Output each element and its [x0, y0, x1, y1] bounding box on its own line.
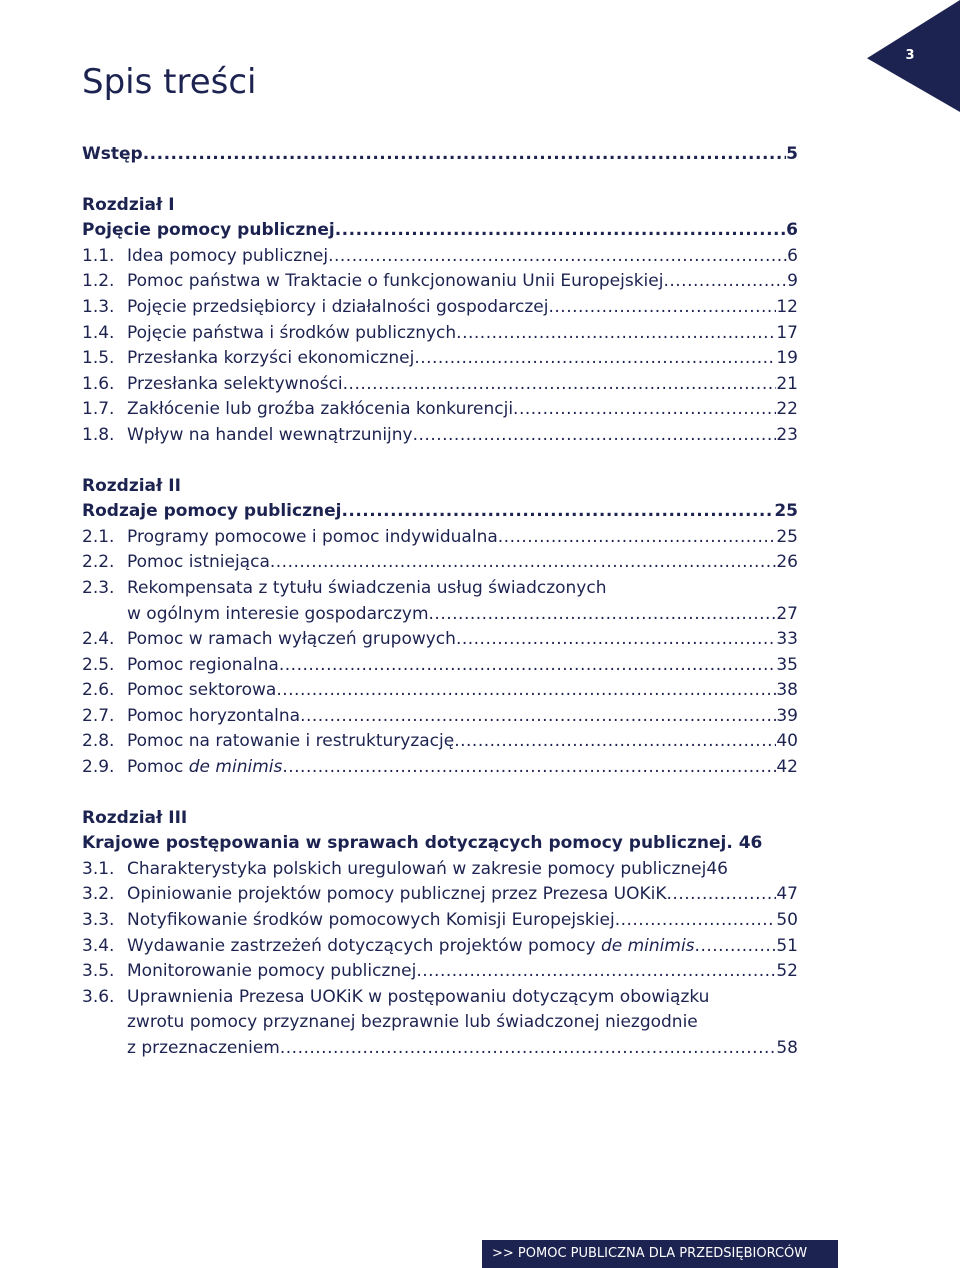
footer-banner: >> POMOC PUBLICZNA DLA PRZEDSIĘBIORCÓW: [482, 1240, 838, 1268]
toc-entry-text-part: Pomoc: [127, 757, 189, 778]
toc-entry-text: Notyfikowanie środków pomocowych Komisji Europejskiej: [127, 910, 615, 931]
toc-entry-number: 2.3.: [82, 577, 115, 598]
toc-leader-dots: [456, 627, 776, 653]
toc-leader-dots: [276, 678, 776, 704]
toc-entry-page: 35: [776, 654, 798, 675]
toc-entry-number: 1.5.: [82, 348, 115, 369]
toc-leader-dots: [300, 704, 776, 730]
toc-entry-continuation[interactable]: [82, 1036, 798, 1062]
toc-entry-text: Krajowe postępowania w sprawach dotyczących pomocy publicznej: [82, 833, 727, 854]
toc-entry[interactable]: [82, 576, 798, 602]
toc-entry-text: Rodzaje pomocy publicznej: [82, 501, 342, 522]
toc-entry[interactable]: [82, 653, 798, 679]
toc-leader-dots: [414, 346, 776, 372]
toc-entry-page: 21: [776, 373, 798, 394]
toc-entry[interactable]: [82, 985, 798, 1011]
toc-entry-number: 1.4.: [82, 322, 115, 343]
toc-entry-number: 1.1.: [82, 245, 115, 266]
chapter-2-title[interactable]: [82, 499, 798, 525]
toc-entry-text: Charakterystyka polskich uregulowań w zakresie pomocy publicznej: [127, 858, 707, 879]
toc-entry-page: 17: [776, 322, 798, 343]
toc-entry-number: 2.9.: [82, 757, 115, 778]
toc-entry-number: 2.7.: [82, 705, 115, 726]
toc-entry[interactable]: [82, 704, 798, 730]
toc-entry-page: 39: [776, 705, 798, 726]
toc-entry-number: 3.3.: [82, 910, 115, 931]
toc-entry-text: Idea pomocy publicznej: [127, 245, 329, 266]
toc-entry-text: Pomoc na ratowanie i restrukturyzację: [127, 731, 455, 752]
toc-entry-page: 22: [776, 399, 798, 420]
toc-entry-number: 3.1.: [82, 858, 115, 879]
page-number: 3: [905, 48, 915, 63]
toc-entry[interactable]: [82, 269, 798, 295]
toc-entry[interactable]: [82, 627, 798, 653]
toc-entry-number: 2.4.: [82, 629, 115, 650]
toc-entry-page: 40: [776, 731, 798, 752]
toc-entry-page: 25: [776, 526, 798, 547]
toc-entry-text: Pojęcie przedsiębiorcy i działalności gospodarczej: [127, 296, 549, 317]
toc-entry-number: 2.2.: [82, 552, 115, 573]
toc-leader-dots: [270, 550, 776, 576]
toc-entry-text: [127, 934, 695, 960]
toc-entry[interactable]: [82, 755, 798, 781]
toc-entry-number: 2.8.: [82, 731, 115, 752]
toc-entry-page: 58: [776, 1038, 798, 1058]
toc-entry-number: 1.7.: [82, 399, 115, 420]
toc-leader-dots: [695, 934, 777, 960]
toc-entry-number: 1.3.: [82, 296, 115, 317]
toc-entry-page: 23: [776, 424, 798, 445]
toc-entry-number: 3.4.: [82, 935, 115, 956]
toc-entry-number: 2.6.: [82, 680, 115, 701]
toc-entry-text: Zakłócenie lub groźba zakłócenia konkurencji: [127, 399, 514, 420]
chapter-1-label: Rozdział I: [82, 194, 175, 215]
toc-entry[interactable]: [82, 857, 798, 883]
toc-entry-text: Monitorowanie pomocy publicznej: [127, 961, 417, 982]
toc-leader-dots: [328, 244, 787, 270]
toc-entry-page: 12: [776, 296, 798, 317]
toc-entry-page: 33: [776, 629, 798, 650]
toc-entry-text: Programy pomocowe i pomoc indywidualna: [127, 526, 498, 547]
toc-entry-page: 47: [776, 884, 798, 905]
toc-entry-text: Uprawnienia Prezesa UOKiK w postępowaniu dotyczącym obowiązku: [127, 986, 710, 1007]
toc-entry-page: 38: [776, 680, 798, 701]
toc-entry-page: 50: [776, 910, 798, 931]
toc-entry-text: Opiniowanie projektów pomocy publicznej przez Prezesa UOKiK: [127, 884, 667, 905]
toc-leader-dots: [335, 218, 786, 244]
toc-entry-page: 9: [787, 271, 798, 292]
toc-entry-text: Pomoc państwa w Traktacie o funkcjonowaniu Unii Europejskiej: [127, 271, 664, 292]
toc-entry[interactable]: [82, 882, 798, 908]
chapter-3-label: Rozdział III: [82, 807, 188, 828]
toc-entry-text: Pojęcie pomocy publicznej: [82, 220, 335, 241]
toc-leader-dots: [456, 321, 776, 347]
toc-entry-text: w ogólnym interesie gospodarczym: [127, 603, 429, 624]
toc-entry-continuation[interactable]: [82, 602, 798, 628]
toc-entry[interactable]: [82, 372, 798, 398]
toc-entry-text: [127, 755, 282, 781]
toc-entry[interactable]: [82, 321, 798, 347]
toc-leader-dots: [341, 499, 774, 525]
toc-entry[interactable]: [82, 346, 798, 372]
toc-entry-text: Pomoc istniejąca: [127, 552, 270, 573]
toc-leader-dots: [280, 1036, 777, 1062]
toc-leader-dots: [615, 908, 777, 934]
toc-leader-dots: [513, 397, 776, 423]
toc-leader-dots: [548, 295, 776, 321]
toc-leader-dots: [663, 269, 787, 295]
toc-entry-page: 25: [774, 501, 798, 522]
toc-entry-text: z przeznaczeniem: [127, 1038, 280, 1058]
chapter-3-title[interactable]: [82, 831, 798, 857]
toc-entry-number: 2.5.: [82, 654, 115, 675]
toc-entry-page: 51: [776, 935, 798, 956]
toc-entry-text: Pomoc sektorowa: [127, 680, 277, 701]
toc-entry-page: 46: [706, 858, 728, 879]
toc-entry[interactable]: [82, 729, 798, 755]
toc-entry-text: Pomoc horyzontalna: [127, 705, 301, 726]
toc-entry-number: 3.5.: [82, 961, 115, 982]
toc-entry[interactable]: [82, 959, 798, 985]
toc-entry-text: Wstęp: [82, 144, 143, 164]
toc-entry-page: 6: [787, 245, 798, 266]
toc-leader-dots: [413, 423, 777, 449]
toc-entry[interactable]: [82, 244, 798, 270]
toc-entry-page: 5: [786, 144, 798, 164]
toc-entry-number: 3.6.: [82, 986, 115, 1007]
toc-entry-text: zwrotu pomocy przyznanej bezprawnie lub świadczonej niezgodnie: [127, 1012, 698, 1033]
toc-leader-dots: [143, 142, 786, 168]
toc-entry[interactable]: [82, 525, 798, 551]
table-of-contents: [82, 142, 798, 1062]
page-title: Spis treści: [82, 62, 257, 102]
toc-entry-text: Pojęcie państwa i środków publicznych: [127, 322, 457, 343]
toc-leader-dots: [343, 372, 777, 398]
toc-entry-text: Przesłanka korzyści ekonomicznej: [127, 348, 415, 369]
toc-entry[interactable]: [82, 295, 798, 321]
toc-entry-page: 42: [776, 757, 798, 778]
toc-entry-page: 52: [776, 961, 798, 982]
toc-leader-dots: [454, 729, 776, 755]
toc-entry-text: Pomoc regionalna: [127, 654, 279, 675]
toc-entry-number: 3.2.: [82, 884, 115, 905]
toc-entry-text-italic: de minimis: [600, 935, 695, 956]
toc-leader-dots: [279, 653, 777, 679]
toc-entry-text: Rekompensata z tytułu świadczenia usług świadczonych: [127, 577, 607, 598]
toc-entry-number: 1.2.: [82, 271, 115, 292]
chapter-1-title[interactable]: [82, 218, 798, 244]
toc-entry-page: 19: [776, 348, 798, 369]
toc-entry-number: 2.1.: [82, 526, 115, 547]
chapter-2-label: Rozdział II: [82, 475, 181, 496]
toc-entry-text: Pomoc w ramach wyłączeń grupowych: [127, 629, 456, 650]
toc-entry[interactable]: [82, 934, 798, 960]
toc-entry[interactable]: [82, 678, 798, 704]
toc-entry-intro[interactable]: [82, 142, 798, 168]
toc-entry-number: 1.6.: [82, 373, 115, 394]
toc-entry-text-part: Wydawanie zastrzeżeń dotyczących projektów pomocy: [127, 935, 601, 956]
toc-entry-text: Wpływ na handel wewnątrzunijny: [127, 424, 413, 445]
toc-entry-page: . 46: [726, 833, 763, 854]
toc-leader-dots: [416, 959, 776, 985]
toc-leader-dots: [429, 602, 777, 628]
toc-entry-page: 27: [776, 603, 798, 624]
toc-entry-page: 6: [786, 220, 798, 241]
toc-entry[interactable]: [82, 908, 798, 934]
toc-entry-text-italic: de minimis: [188, 757, 283, 778]
toc-entry-page: 26: [776, 552, 798, 573]
toc-entry-text: Przesłanka selektywności: [127, 373, 343, 394]
toc-entry[interactable]: [82, 397, 798, 423]
toc-entry-number: 1.8.: [82, 424, 115, 445]
toc-leader-dots: [282, 755, 776, 781]
toc-leader-dots: [667, 882, 777, 908]
toc-entry[interactable]: [82, 423, 798, 449]
toc-entry[interactable]: [82, 550, 798, 576]
toc-entry-continuation[interactable]: [82, 1010, 798, 1036]
toc-leader-dots: [498, 525, 777, 551]
